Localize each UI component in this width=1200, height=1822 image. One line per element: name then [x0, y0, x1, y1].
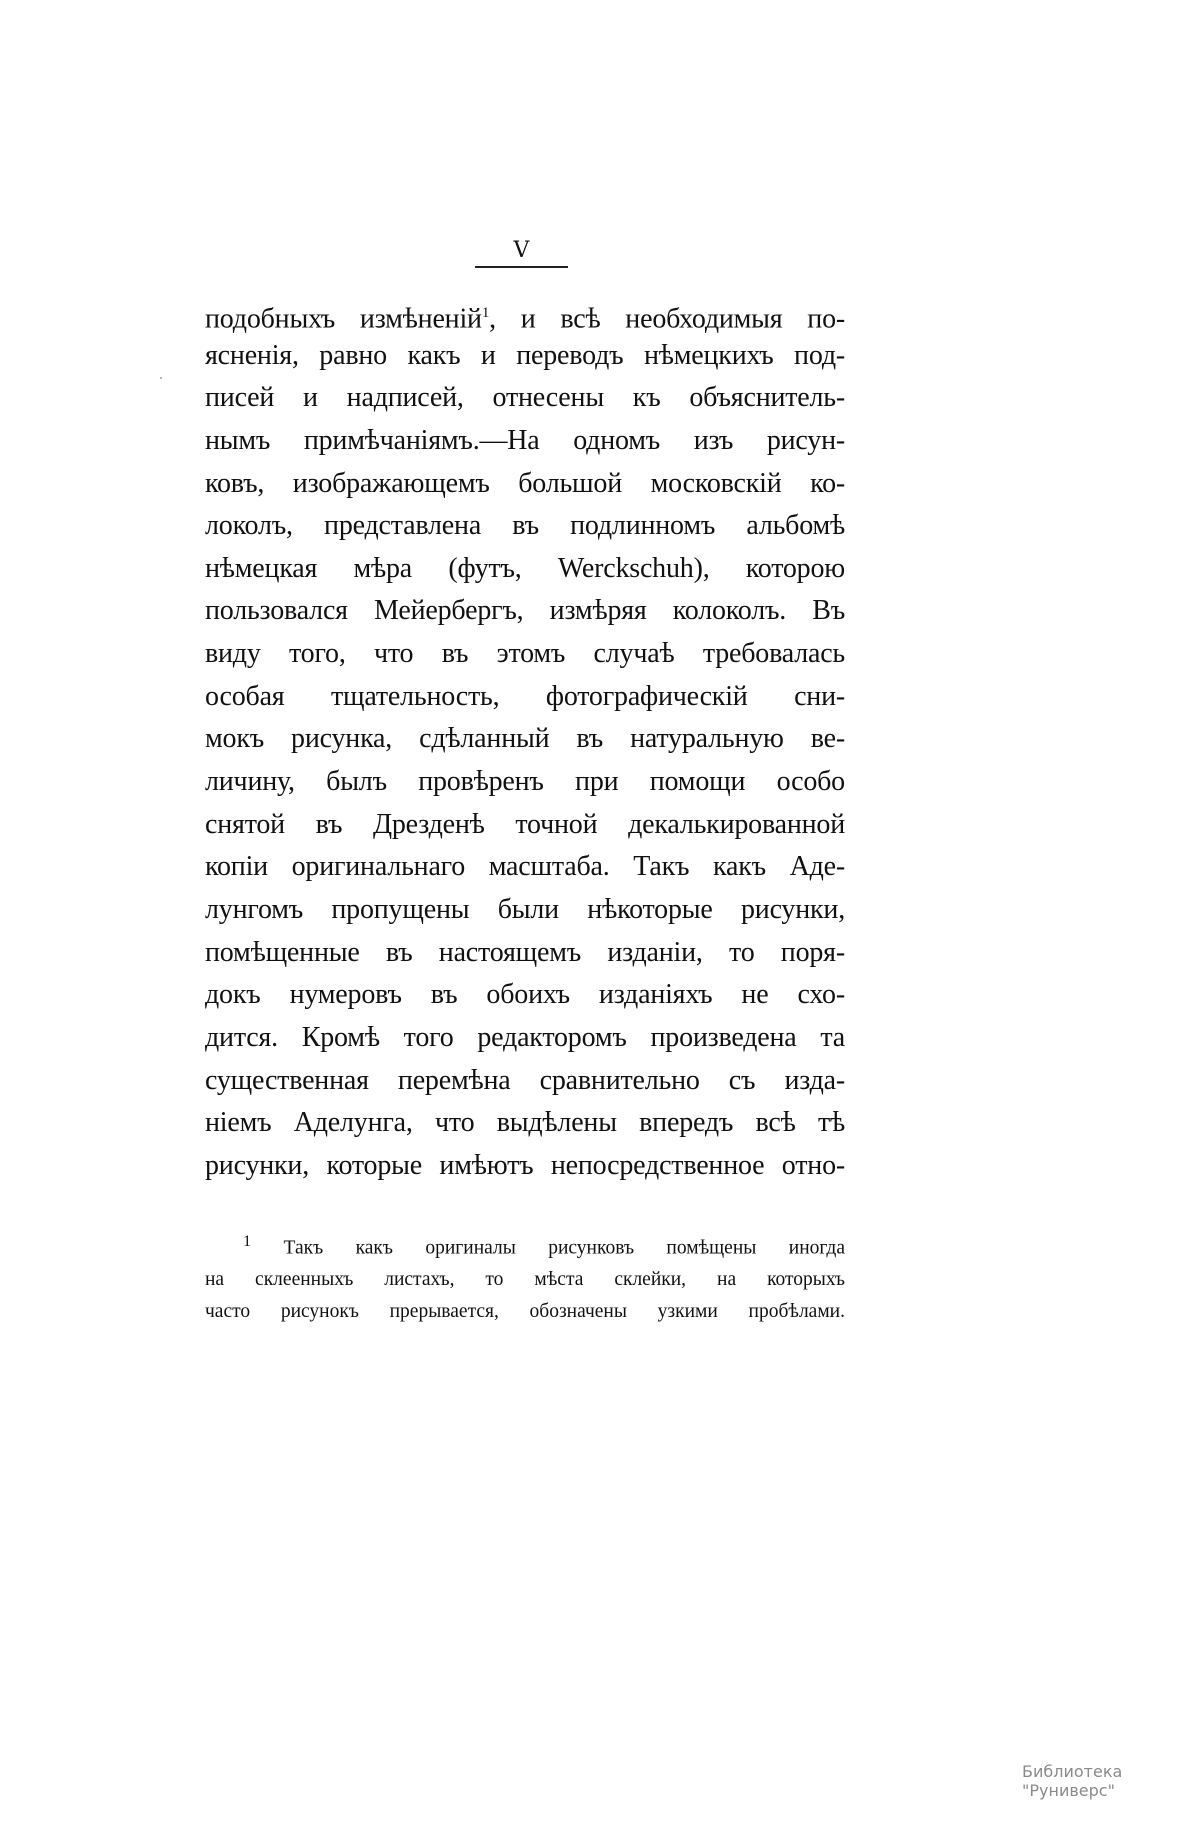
text-line: копіи оригинальнаго масштаба. Такъ какъ Аде-: [205, 851, 845, 883]
text-line: помѣщенные въ настоящемъ изданіи, то поря-: [205, 936, 845, 968]
text-line: докъ нумеровъ въ обоихъ изданіяхъ не схо-: [205, 979, 845, 1011]
footnote-ref[interactable]: 1: [481, 305, 490, 321]
text-line: виду того, что въ этомъ случаѣ требовалась: [205, 638, 845, 670]
text-line: снятой въ Дрезденѣ точной декалькированной: [205, 808, 845, 840]
text-fragment: подобныхъ измѣненій: [205, 303, 482, 335]
library-watermark: Библиотека "Руниверс": [1022, 1762, 1123, 1800]
footnote-line: часто рисунокъ прерывается, обозначены узкими пробѣлами.: [205, 1300, 845, 1322]
text-line: рисунки, которые имѣютъ непосредственное отно-: [205, 1149, 845, 1181]
footnote-text: Такъ какъ оригиналы рисунковъ помѣщены иногда: [283, 1237, 845, 1259]
text-line: дится. Кромѣ того редакторомъ произведена та: [205, 1021, 845, 1053]
footnote-line: на склеенныхъ листахъ, то мѣста склейки, на которыхъ: [205, 1269, 845, 1290]
text-line: ясненія, равно какъ и переводъ нѣмецкихъ под-: [205, 339, 845, 371]
text-line: ковъ, изображающемъ большой московскій ко-: [205, 467, 845, 499]
text-line: локолъ, представлена въ подлинномъ альбомѣ: [205, 510, 845, 542]
text-line: ніемъ Аделунга, что выдѣлены впередъ всѣ тѣ: [205, 1107, 845, 1139]
text-line: мокъ рисунка, сдѣланный въ натуральную ве-: [205, 723, 845, 755]
text-line: особая тщательность, фотографическій сни-: [205, 680, 845, 712]
text-line: личину, былъ провѣренъ при помощи особо: [205, 766, 845, 798]
body-text: [205, 292, 845, 1187]
text-line: [205, 292, 845, 335]
text-line: нымъ примѣчаніямъ.—На одномъ изъ рисун-: [205, 424, 845, 456]
page-number: V: [513, 238, 530, 263]
text-line: существенная перемѣна сравнительно съ изда-: [205, 1064, 845, 1096]
text-line: писей и надписей, отнесены къ объяснитель-: [205, 382, 845, 414]
footnotes: [205, 1226, 845, 1327]
header-rule: [475, 266, 568, 268]
text-line: лунгомъ пропущены были нѣкоторые рисунки,: [205, 893, 845, 925]
text-line: пользовался Мейербергъ, измѣряя колоколъ. Въ: [205, 595, 845, 627]
footnote-line: [205, 1226, 845, 1264]
footnote-marker: 1: [243, 1232, 252, 1250]
text-line: нѣмецкая мѣра (футъ, Werckschuh), которою: [205, 552, 845, 584]
scan-speck: [160, 377, 162, 379]
text-fragment: , и всѣ необходимыя по-: [489, 303, 845, 335]
